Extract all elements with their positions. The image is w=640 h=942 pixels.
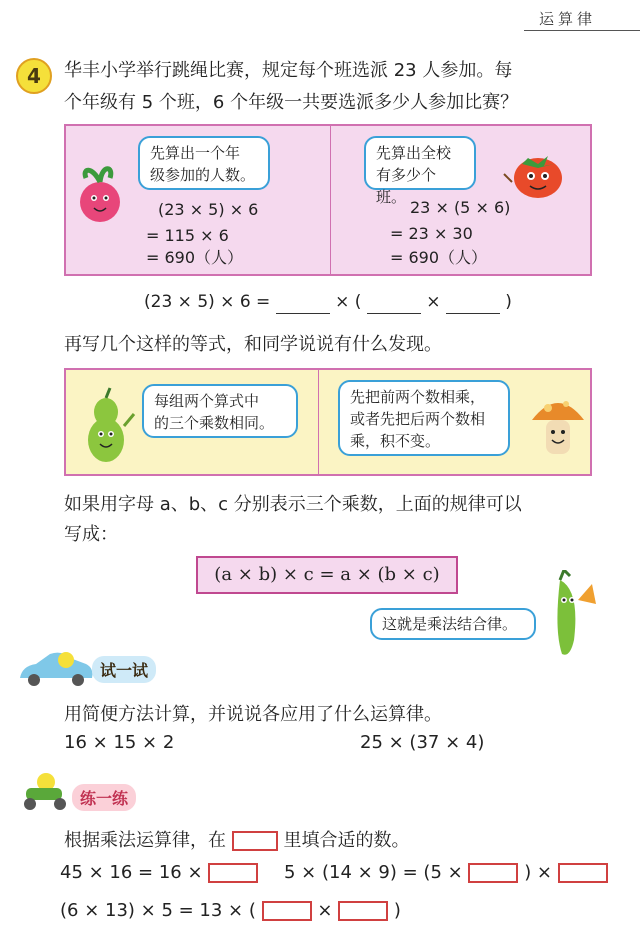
letters-text-line-2: 写成：	[64, 524, 118, 545]
close-paren: )	[505, 292, 512, 312]
bubble-right-line-1: 先算出全校	[376, 144, 452, 162]
sample-box	[232, 831, 278, 851]
practice-instruction-b: 里填合适的数。	[283, 830, 410, 851]
discuss-right-line-3: 乘，积不变。	[350, 432, 441, 450]
bubble-left-line-2: 级参加的人数。	[150, 166, 256, 184]
eq1-answer-box[interactable]	[208, 863, 258, 883]
problem-line-1: 华丰小学举行跳绳比赛，规定每个班选派 23 人参加。每	[64, 60, 513, 81]
bubble-left-line-1: 先算出一个年	[150, 144, 241, 162]
discuss-bubble-right	[338, 380, 510, 456]
associative-law-formula: (a × b) × c = a × (b × c)	[196, 556, 458, 594]
practice-eq-3	[60, 900, 401, 921]
method-comparison-box	[64, 124, 592, 276]
motorbike-icon	[16, 770, 72, 812]
try-expression-1: 16 × 15 × 2	[64, 732, 175, 753]
problem-number-badge: 4	[16, 58, 52, 94]
eq3-part-a: (6 × 13) × 5 = 13 × (	[60, 900, 256, 921]
open-paren: (	[354, 292, 362, 312]
method-left-step-2: = 115 × 6	[146, 226, 229, 245]
discuss-right-line-2: 或者先把后两个数相	[350, 410, 486, 428]
box-divider-2	[318, 370, 319, 474]
practice-section-label: 练一练	[72, 784, 136, 811]
try-instruction: 用简便方法计算，并说说各应用了什么运算律。	[64, 704, 442, 725]
method-right-step-3: = 690（人）	[390, 248, 488, 267]
fill-in-equation	[144, 290, 512, 314]
practice-instruction-a: 根据乘法运算律，在	[64, 830, 226, 851]
eq3-part-b: ×	[317, 900, 333, 921]
blank-3[interactable]	[446, 295, 500, 314]
discuss-left-line-1: 每组两个算式中	[154, 392, 260, 410]
blank-2[interactable]	[367, 295, 421, 314]
radish-character-icon	[72, 162, 126, 226]
discussion-box	[64, 368, 592, 476]
chapter-title: 运算律	[538, 10, 596, 28]
method-right-step-1: 23 × (5 × 6)	[410, 198, 511, 217]
method-left-step-1: (23 × 5) × 6	[158, 200, 259, 219]
practice-eq-1	[60, 862, 258, 883]
try-section-label: 试一试	[92, 656, 156, 683]
eq2-answer-box-1[interactable]	[468, 863, 518, 883]
eq3-answer-box-2[interactable]	[338, 901, 388, 921]
box-divider	[330, 126, 331, 274]
eq3-answer-box-1[interactable]	[262, 901, 312, 921]
pepper-character-icon	[540, 570, 600, 660]
tomato-character-icon	[502, 144, 572, 204]
gourd-character-icon	[78, 386, 138, 470]
car-icon	[16, 650, 96, 690]
eq1-left: 45 × 16 = 16 ×	[60, 862, 203, 883]
mushroom-character-icon	[528, 390, 588, 470]
speech-bubble-left	[138, 136, 270, 190]
fill-equation-left: (23 × 5) × 6 =	[144, 292, 271, 312]
problem-line-2: 个年级有 5 个班，6 个年级一共要选派多少人参加比赛？	[64, 92, 519, 113]
instruction-text: 再写几个这样的等式，和同学说说有什么发现。	[64, 334, 442, 355]
discuss-right-line-1: 先把前两个数相乘，	[350, 388, 486, 406]
header-rule	[524, 30, 640, 31]
times-sign-2: ×	[426, 292, 441, 312]
method-right-step-2: = 23 × 30	[390, 224, 473, 243]
discuss-bubble-left	[142, 384, 298, 438]
eq2-part-b: ) ×	[524, 862, 553, 883]
eq2-answer-box-2[interactable]	[558, 863, 608, 883]
eq3-part-c: )	[393, 900, 401, 921]
times-sign: ×	[335, 292, 350, 312]
practice-instruction	[64, 826, 409, 856]
speech-bubble-right	[364, 136, 476, 206]
eq2-part-a: 5 × (14 × 9) = (5 ×	[284, 862, 463, 883]
law-bubble: 这就是乘法结合律。	[370, 608, 536, 640]
blank-1[interactable]	[276, 295, 330, 314]
try-expression-2: 25 × (37 × 4)	[360, 732, 485, 753]
letters-text-line-1: 如果用字母 a、b、c 分别表示三个乘数，上面的规律可以	[64, 494, 522, 515]
discuss-left-line-2: 的三个乘数相同。	[154, 414, 275, 432]
method-left-step-3: = 690（人）	[146, 248, 244, 267]
bubble-right-line-2: 有多少个班。	[376, 166, 437, 206]
practice-eq-2	[284, 862, 608, 883]
